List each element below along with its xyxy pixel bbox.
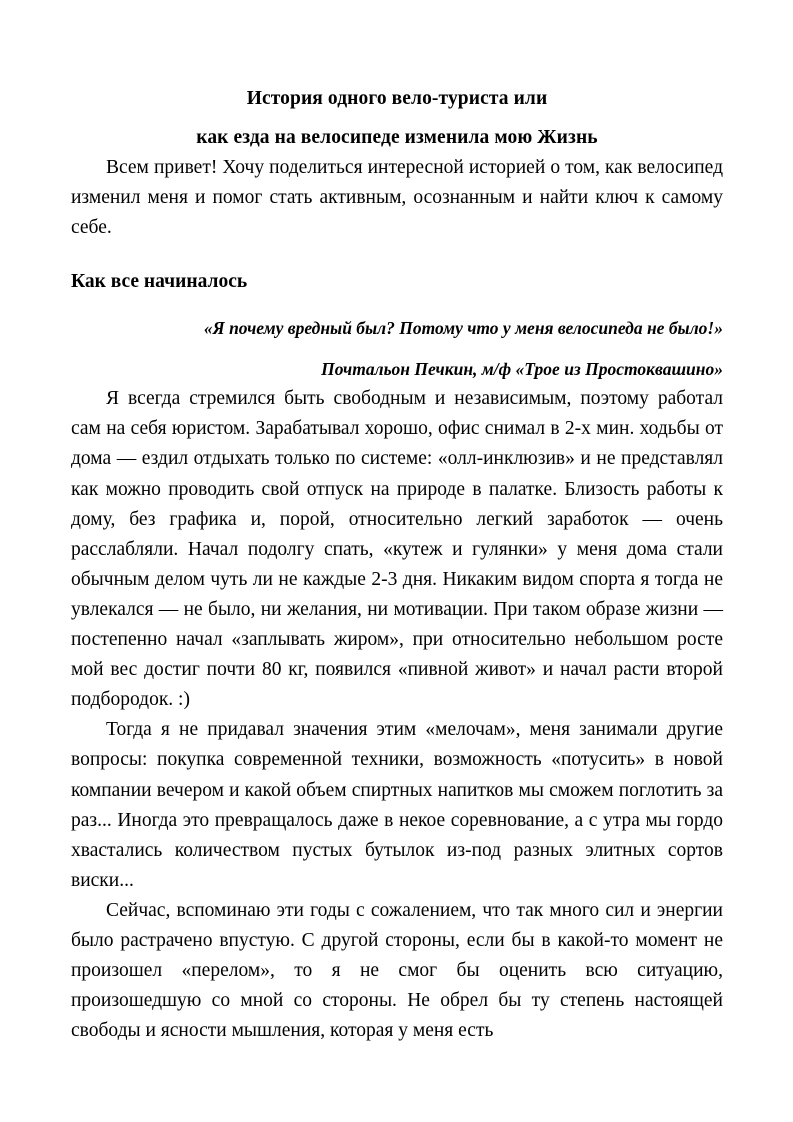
intro-paragraph: Всем привет! Хочу поделиться интересной историей о том, как велосипед изменил меня и помог стать активным, осознанным и найти ключ к самому себе. [71, 157, 723, 239]
body-paragraph-2: Тогда я не придавал значения этим «мелочам», меня занимали другие вопросы: покупка современной техники, возможность «потусить» в новой компании вечером и какой объем спиртных напитков мы сможем поглотить за раз... Иногда это превращалось даже в некое соревнование, а с утра мы гордо хвастались количеством пустых бутылок из-под разных элитных сортов виски... [71, 719, 723, 891]
page-title-line-2: как езда на велосипеде изменила мою Жизнь [196, 127, 598, 148]
body-paragraph-1: Я всегда стремился быть свободным и независимым, поэтому работал сам на себя юристом. Зарабатывал хорошо, офис снимал в 2-х мин. ходьбы от дома — ездил отдыхать только по системе: «олл-инклюзив» и не представлял как можно проводить свой отпуск на природе в палатке. Близость работы к дому, без графика и, порой, относительно легкий заработок — очень расслабляли. Начал подолгу спать, «кутеж и гулянки» у меня дома стали обычным делом чуть ли не каждые 2-3 дня. Никаким видом спорта я тогда не увлекался — не было, ни желания, ни мотивации. При таком образе жизни — постепенно начал «заплывать жиром», при относительно небольшом росте мой вес достиг почти 80 кг, появился «пивной живот» и начал расти второй подбородок. :) [71, 388, 723, 711]
page-title [71, 84, 723, 153]
section-heading-how-it-started: Как все начиналось [71, 271, 248, 293]
epigraph-source: Почтальон Печкин, м/ф «Трое из Простоквашино» [321, 359, 723, 380]
body-paragraph-3: Сейчас, вспоминаю эти годы с сожалением, что так много сил и энергии было растрачено впустую. С другой стороны, если бы в какой-то момент не произошел «перелом», то я не смог бы оценить всю ситуацию, произошедшую со мной со стороны. Не обрел бы ту степень настоящей свободы и ясности мышления, которая у меня есть [71, 899, 723, 1042]
epigraph-quote: «Я почему вредный был? Потому что у меня велосипеда не было!» [203, 318, 723, 339]
page-title-line-1: История одного вело-туриста или [246, 88, 548, 109]
